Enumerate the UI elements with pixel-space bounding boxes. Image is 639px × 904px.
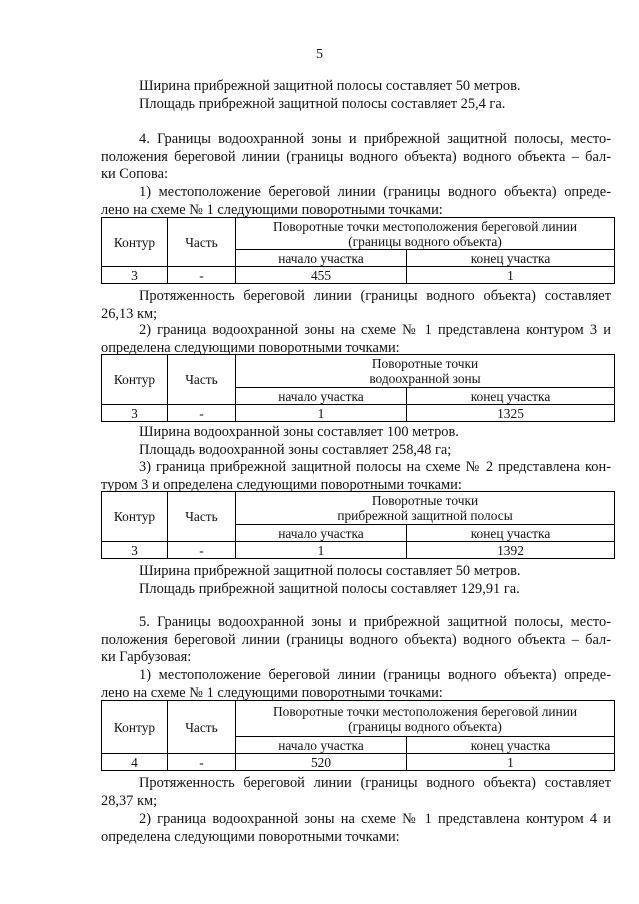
table-cell: 3	[102, 405, 168, 422]
section5-length	[101, 775, 611, 810]
table-group-header	[236, 701, 615, 737]
column-header: Контур	[102, 218, 168, 267]
text-line: Протяженность береговой линии (границы водного объекта) составляет	[139, 288, 611, 304]
text-line: (границы водного объекта)	[348, 233, 502, 249]
text-line: лено на схеме № 1 следующими поворотными точками:	[101, 201, 443, 218]
section4-length	[101, 288, 611, 323]
points-table	[101, 491, 615, 559]
text-line: 2) граница водоохранной зоны на схеме № 1 представлена контуром 4 и	[139, 811, 611, 827]
text-line: Поворотные точки местоположения береговой линии	[272, 218, 578, 234]
section5-item1	[101, 667, 611, 702]
text-line: положения береговой линии (границы водного объекта) водного объекта – бал-	[101, 148, 611, 165]
section3-tail	[101, 78, 611, 113]
text-line: Ширина прибрежной защитной полосы составляет 50 метров.	[139, 563, 521, 579]
text-line: 5. Границы водоохранной зоны и прибрежной защитной полосы, место-	[139, 614, 611, 630]
column-header: конец участка	[407, 737, 615, 754]
table-cell: 1	[236, 405, 407, 422]
table-row	[102, 405, 615, 422]
text-line: 3) граница прибрежной защитной полосы на схеме № 2 представлена кон-	[139, 459, 611, 475]
text-line: ки Сопова:	[101, 166, 168, 182]
table-cell: 3	[102, 542, 168, 559]
text-line: туром 3 и определена следующими поворотными точками:	[101, 476, 462, 493]
points-table	[101, 354, 615, 422]
text-line: 26,13 км;	[101, 305, 158, 322]
table-row	[102, 542, 615, 559]
column-header: конец участка	[407, 525, 615, 542]
text-line: 28,37 км;	[101, 792, 158, 809]
text-line: (границы водного объекта)	[348, 718, 502, 734]
table-cell: 455	[236, 267, 407, 284]
text-line: прибрежной защитной полосы	[337, 508, 513, 523]
paragraph: Площадь прибрежной защитной полосы составляет 25,4 га.	[139, 95, 506, 112]
table-cell: 520	[236, 754, 407, 771]
column-header: Часть	[168, 355, 236, 405]
section5-heading	[101, 614, 611, 667]
table-cell: 1392	[407, 542, 615, 559]
table-cell: 4	[102, 754, 168, 771]
text-line: водоохранной зоны	[369, 371, 481, 386]
text-line: Поворотные точки	[371, 356, 479, 371]
column-header: начало участка	[236, 388, 407, 405]
column-header: начало участка	[236, 250, 407, 267]
table-cell: -	[168, 542, 236, 559]
text-line: 2) граница водоохранной зоны на схеме № 1 представлена контуром 3 и	[139, 322, 611, 338]
section5-item2	[101, 811, 611, 846]
text-line: Ширина водоохранной зоны составляет 100 метров.	[139, 424, 459, 440]
table-group-header	[236, 355, 615, 388]
text-line: 1) местоположение береговой линии (границы водного объекта) опреде-	[139, 184, 611, 200]
table-cell: -	[168, 267, 236, 284]
table-cell: -	[168, 754, 236, 771]
table-group-header	[236, 492, 615, 525]
table-group-header	[236, 218, 615, 250]
text-line: Поворотные точки	[371, 493, 479, 508]
column-header: Контур	[102, 701, 168, 754]
column-header: Контур	[102, 492, 168, 542]
section4-protective-strip	[101, 563, 611, 598]
section4-heading	[101, 131, 611, 184]
text-line: Протяженность береговой линии (границы водного объекта) составляет	[139, 775, 611, 791]
column-header: начало участка	[236, 525, 407, 542]
text-line: определена следующими поворотными точками:	[101, 828, 400, 845]
table-cell: 1	[407, 754, 615, 771]
text-line: Площадь прибрежной защитной полосы составляет 129,91 га.	[139, 580, 520, 597]
column-header: Контур	[102, 355, 168, 405]
column-header: Часть	[168, 218, 236, 267]
table-cell: 1	[236, 542, 407, 559]
section4-water-zone	[101, 424, 611, 459]
section4-item2	[101, 322, 611, 357]
table-row	[102, 267, 615, 284]
text-line: лено на схеме № 1 следующими поворотными точками:	[101, 684, 443, 701]
text-line: 1) местоположение береговой линии (границы водного объекта) опреде-	[139, 667, 611, 683]
text-line: положения береговой линии (границы водного объекта) водного объекта – бал-	[101, 631, 611, 648]
column-header: конец участка	[407, 388, 615, 405]
text-line: Поворотные точки местоположения береговой линии	[272, 703, 578, 719]
column-header: Часть	[168, 701, 236, 754]
paragraph: Ширина прибрежной защитной полосы составляет 50 метров.	[139, 78, 521, 94]
text-line: Площадь водоохранной зоны составляет 258,48 га;	[139, 441, 452, 458]
table-row	[102, 754, 615, 771]
points-table	[101, 700, 615, 771]
section4-item1	[101, 184, 611, 219]
column-header: конец участка	[407, 250, 615, 267]
table-cell: 3	[102, 267, 168, 284]
page-number: 5	[316, 47, 323, 62]
text-line: ки Гарбузовая:	[101, 649, 192, 665]
section4-item3	[101, 459, 611, 494]
table-cell: 1	[407, 267, 615, 284]
column-header: начало участка	[236, 737, 407, 754]
text-line: определена следующими поворотными точками:	[101, 339, 400, 356]
text-line: 4. Границы водоохранной зоны и прибрежной защитной полосы, место-	[139, 131, 611, 147]
column-header: Часть	[168, 492, 236, 542]
table-cell: 1325	[407, 405, 615, 422]
points-table	[101, 217, 615, 284]
table-cell: -	[168, 405, 236, 422]
